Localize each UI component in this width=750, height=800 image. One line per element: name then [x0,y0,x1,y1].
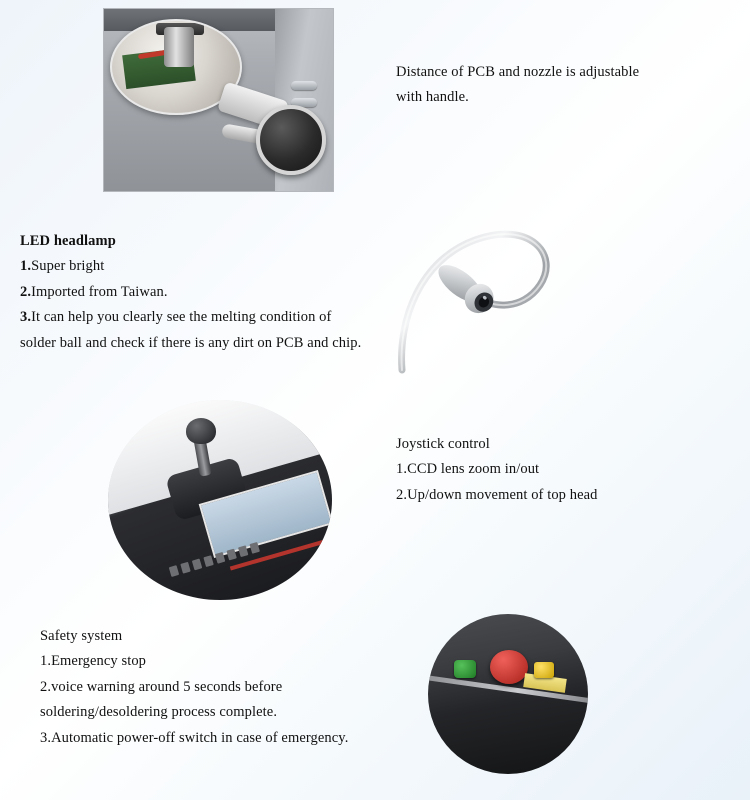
led-item-1 [20,254,420,279]
nozzle-caption-line-1: Distance of PCB and nozzle is adjustable [396,64,640,80]
safety-system-block [40,624,400,751]
red-emergency-stop-button [490,650,528,684]
gooseneck-led-lamp-photo [380,200,630,375]
led-item-2-number: 2. [20,283,32,300]
vent-slot [291,81,317,90]
safety-item-2-continuation: soldering/desoldering process complete. [40,704,278,721]
panel-button [203,555,213,567]
panel-vignette [108,400,333,600]
led-headlamp-block [20,229,420,356]
panel-button [169,565,179,577]
lamp-drawing [380,200,630,375]
safety-item-2: 2.voice warning around 5 seconds before [40,678,283,695]
led-headlamp-heading: LED headlamp [20,233,116,249]
joystick-heading: Joystick control [396,436,490,452]
emergency-stop-buttons-photo [428,614,588,774]
joystick-control-block [396,432,696,508]
led-item-3-text: It can help you clearly see the melting condition of [31,309,332,326]
estop-vignette [428,614,588,774]
joystick-knob [186,418,216,444]
joystick-item-1: 1.CCD lens zoom in/out [396,461,540,478]
led-item-2-text: Imported from Taiwan. [31,283,168,300]
green-start-button [454,660,476,678]
panel-button [215,552,225,564]
safety-heading: Safety system [40,628,123,644]
led-item-1-number: 1. [20,258,32,275]
led-item-3-continuation: solder ball and check if there is any dirt on PCB and chip. [20,334,362,351]
safety-item-1: 1.Emergency stop [40,653,147,670]
nozzle-caption [396,60,716,111]
panel-button [192,559,202,571]
joystick-control-panel-photo [108,400,333,600]
led-item-2 [20,280,420,305]
safety-item-3: 3.Automatic power-off switch in case of emergency. [40,729,349,746]
adjust-handle-knob [256,105,326,175]
nozzle [164,27,194,67]
nozzle-caption-line-2: with handle. [396,89,469,106]
joystick-item-2: 2.Up/down movement of top head [396,486,598,503]
yellow-indicator-button [534,662,554,678]
nozzle-and-handle-photo [103,8,334,192]
panel-button [238,545,248,557]
panel-button [249,542,259,554]
panel-button [226,549,236,561]
led-item-1-text: Super bright [31,258,105,275]
panel-button [180,562,190,574]
led-item-3 [20,305,420,330]
led-item-3-number: 3. [20,309,32,326]
